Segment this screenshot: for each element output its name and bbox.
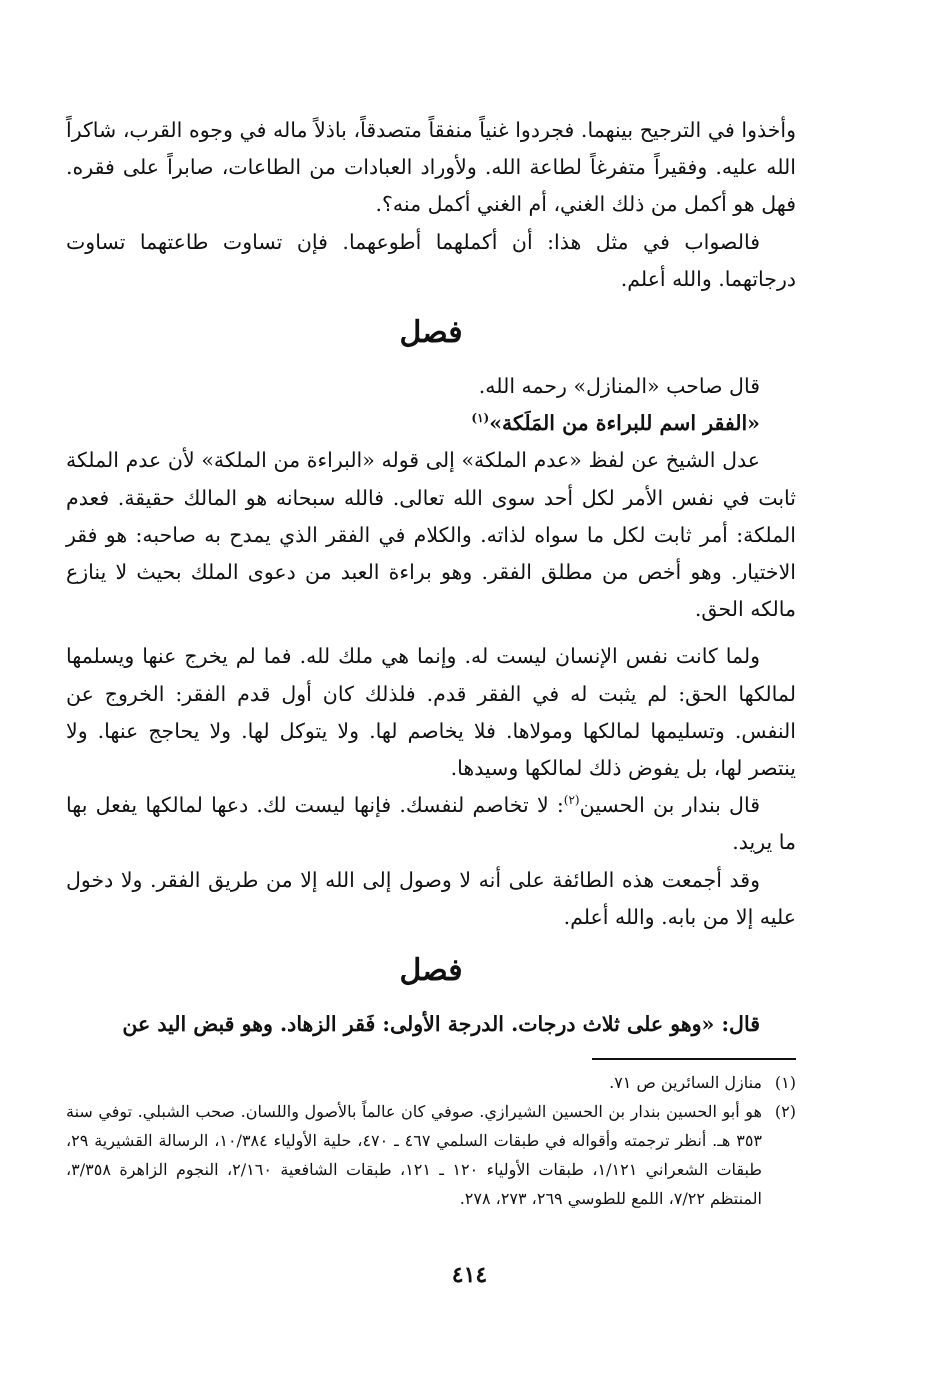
footnote-text: هو أبو الحسين بندار بن الحسين الشيرازي. صوفي كان عالماً بالأصول واللسان. صحب الشبلي. توفي سنة ٣٥٣ هـ. أنظر ترجمته وأقواله في طبقات السلمي ٤٦٧ ـ ٤٧٠، حلية الأولياء ١٠/٣٨٤، الرسالة القشيرية ٢٩، طبقات الشعراني ١/١٢١، طبقات الأولياء ١٢٠ ـ ١٢١، طبقات الشافعية ٢/١٦٠، النجوم الزاهرة ٣/٣٥٨، المنتظم ٧/٢٢، اللمع للطوسي ٢٦٩، ٢٧٣، ٢٧٨.: [66, 1102, 763, 1208]
paragraph-7: [66, 787, 796, 861]
paragraph-7-start: قال بندار بن الحسين: [579, 793, 760, 818]
footnote-number: (٢): [774, 1102, 796, 1121]
footnote-1: [66, 1068, 796, 1097]
footnote-number: (١): [774, 1073, 796, 1092]
quote-text: «الفقر اسم للبراءة من المَلَكة»: [489, 411, 760, 436]
footnotes: [66, 1068, 796, 1213]
section-heading-2: فصل: [399, 953, 463, 989]
main-text: [66, 112, 796, 1043]
page-number: ٤١٤: [451, 1262, 488, 1288]
paragraph-6: ولما كانت نفس الإنسان ليست له. وإنما هي ملك لله. فما لم يخرج عنها ويسلمها لمالكها الحق: لم يثبت له في الفقر قدم. فلذلك كان أول قدم الفقر: الخروج عن النفس. وتسليمها لمالكها ومولاها. فلا يخاصم لها. ولا يتوكل لها. ولا يحاجج عنها. ولا ينتصر لها، بل يفوض ذلك لمالكها وسيدها.: [66, 644, 796, 781]
paragraph-2: فالصواب في مثل هذا: أن أكملهما أطوعهما. فإن تساوت طاعتهما تساوت درجاتهما. والله أعلم.: [66, 229, 796, 291]
section-heading-1: فصل: [399, 315, 463, 351]
paragraph-8: وقد أجمعت هذه الطائفة على أنه لا وصول إلى الله إلا من طريق الفقر. ولا دخول عليه إلا من بابه. والله أعلم.: [66, 867, 796, 929]
footnote-divider: [592, 1058, 796, 1060]
footnote-ref-2: (٢): [563, 793, 580, 808]
paragraph-5: عدل الشيخ عن لفظ «عدم الملكة» إلى قوله «البراءة من الملكة» لأن عدم الملكة ثابت في نفس الأمر لكل أحد سوى الله تعالى. فالله سبحانه هو المالك حقيقة. فعدم الملكة: أمر ثابت لكل ما سواه لذاته. والكلام في الفقر الذي يمدح به صاحبه: هو فقر الاختيار. وهو أخص من مطلق الفقر. وهو براءة العبد من دعوى الملك بحيث لا ينازع مالكه الحق.: [66, 448, 796, 622]
paragraph-7-end: : لا تخاصم لنفسك. فإنها ليست لك. دعها لمالكها يفعل بها ما يريد.: [66, 793, 796, 855]
quote-paragraph: [66, 405, 796, 442]
paragraph-1: وأخذوا في الترجيح بينهما. فجردوا غنياً منفقاً متصدقاً، باذلاً ماله في وجوه القرب، شاكراً الله عليه. وفقيراً متفرغاً لطاعة الله. ولأوراد العبادات من الطاعات، صابراً على فقره. فهل هو أكمل من ذلك الغني، أم الغني أكمل منه؟.: [66, 118, 796, 217]
footnote-text: منازل السائرين ص ٧١.: [609, 1073, 762, 1092]
paragraph-9: قال: «وهو على ثلاث درجات. الدرجة الأولى: فَقر الزهاد. وهو قبض اليد عن: [122, 1012, 760, 1037]
footnote-2: [66, 1097, 796, 1213]
footnote-ref-1: (١): [471, 411, 490, 426]
paragraph-3: قال صاحب «المنازل» رحمه الله.: [478, 374, 760, 399]
